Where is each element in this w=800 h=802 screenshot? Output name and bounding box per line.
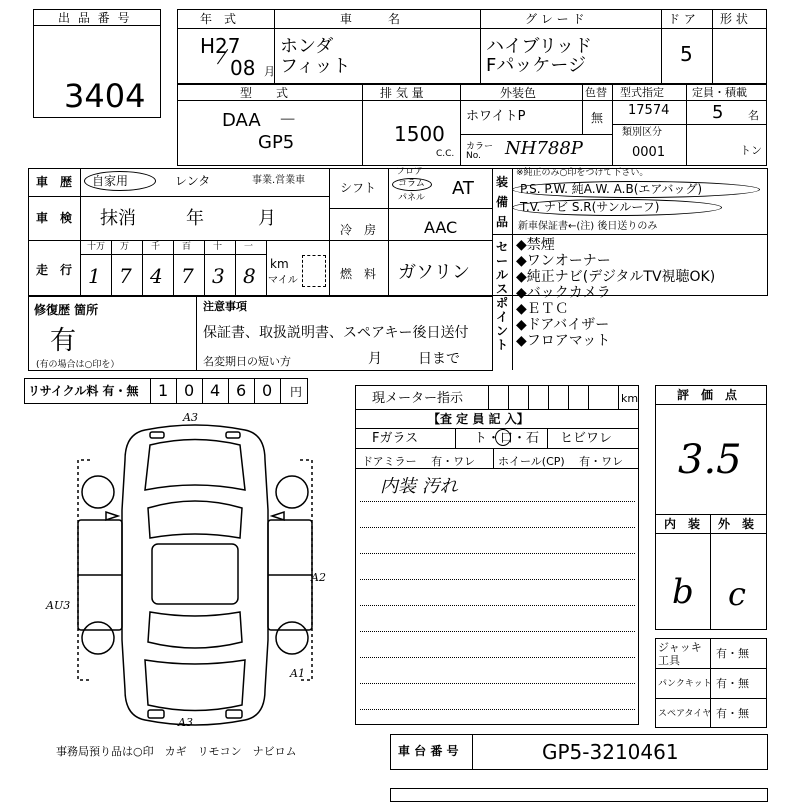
meter-label: 現メーター指示 xyxy=(372,391,464,406)
color-no-label: カラーNo. xyxy=(466,142,494,161)
mark-right: A2 xyxy=(311,571,326,584)
recycle-digit-2: 0 xyxy=(184,381,195,400)
history-business: 事業.営業車 xyxy=(252,175,306,186)
exterior-score: c xyxy=(728,575,746,613)
digit-label-1: 一 xyxy=(244,242,254,252)
roof xyxy=(152,544,238,604)
sales-point-1: ◆禁煙 xyxy=(516,237,555,253)
hood-outline xyxy=(145,440,245,491)
windshield xyxy=(148,501,242,538)
wheel-rear-left xyxy=(82,622,114,654)
colorchange-value: 無 xyxy=(591,111,604,125)
lot-header: 出 品 番 号 xyxy=(58,11,132,25)
equip-row2: T.V. ナビ S.R(サンルーフ) xyxy=(520,200,660,214)
recycle-digit-3: 4 xyxy=(210,381,221,400)
mileage-digit-2: 7 xyxy=(119,264,132,288)
month-unit: 月 xyxy=(264,65,275,78)
chassis-value: GP5-3210461 xyxy=(542,740,679,764)
sales-point-2: ◆ワンオーナー xyxy=(516,253,611,269)
car-body-outline xyxy=(122,425,268,725)
shift-panel: パネル xyxy=(398,193,426,203)
mileage-digit-4: 7 xyxy=(181,264,194,288)
interior-score: b xyxy=(672,572,694,612)
sales-point-7: ◆フロアマット xyxy=(516,333,611,349)
equip-row3: 新車保証書←(注) 後日送りのみ xyxy=(518,221,658,232)
mile-box xyxy=(302,255,326,287)
mirror-label: ドアミラー 有・ワレ xyxy=(362,455,476,468)
disp-header: 排 気 量 xyxy=(380,86,424,100)
mark-bottom: A3 xyxy=(178,716,193,729)
history-label: 車 歴 xyxy=(36,175,73,189)
lot-number: 3404 xyxy=(64,77,146,115)
shift-label: シフト xyxy=(340,181,377,195)
repair-note: (有の場合は○印を） xyxy=(36,360,120,370)
name-header: 車 名 xyxy=(340,12,401,26)
repair-label: 修復歴 箇所 xyxy=(34,303,99,317)
recycle-digit-1: 1 xyxy=(158,381,169,400)
digit-label-100k: 十万 xyxy=(87,242,106,252)
inspection-value: 抹消 xyxy=(100,208,136,229)
digit-label-10: 十 xyxy=(213,242,223,252)
sales-point-4: ◆バックカメラ xyxy=(516,285,611,301)
chassis-label: 車 台 番 号 xyxy=(398,744,459,758)
mark-top: A3 xyxy=(183,411,198,424)
doors-value: 5 xyxy=(680,42,693,66)
shift-column: コラム xyxy=(398,179,425,189)
grade-header: グ レ ー ド xyxy=(525,12,585,26)
interior-label: 内 装 xyxy=(664,517,701,531)
recycle-digit-4: 6 xyxy=(236,381,247,400)
ac-value: AAC xyxy=(424,218,458,237)
recycle-label: リサイクル料 有・無 xyxy=(28,384,139,398)
grade-line2: Fパッケージ xyxy=(486,55,586,76)
maker-value: ホンダ xyxy=(280,36,334,57)
equip-label: 装備品 xyxy=(496,175,509,229)
year-value: H27 xyxy=(200,34,241,58)
mark-left: AU3 xyxy=(46,599,71,612)
inspection-month-unit: 月 xyxy=(258,208,276,229)
grade-line1: ハイブリッド xyxy=(486,36,593,57)
fuel-value: ガソリン xyxy=(398,262,470,283)
recycle-unit: 円 xyxy=(290,385,303,399)
capacity-unit: 名 xyxy=(748,109,759,122)
score-label: 評 価 点 xyxy=(677,388,738,402)
shift-floor: フロア xyxy=(396,167,424,177)
year-header: 年 式 xyxy=(200,12,237,26)
meter-unit: km xyxy=(621,392,639,405)
notes-text: 保証書、取扱説明書、スペアキー後日送付 xyxy=(203,325,469,341)
doors-header: ド ア xyxy=(668,12,696,26)
sales-label: セールスポイント xyxy=(496,240,509,352)
glass-opts: ト・口・石 xyxy=(474,431,540,446)
class-header: 類別区分 xyxy=(622,127,662,138)
notes-title: 【査 定 員 記 入】 xyxy=(428,412,529,426)
type-line2: GP5 xyxy=(258,132,295,153)
glass-label: Fガラス xyxy=(372,431,419,446)
tailgate xyxy=(145,660,245,711)
load-unit: トン xyxy=(740,144,762,157)
spare-label: スペアタイヤ xyxy=(658,709,712,719)
type-header: 型 式 xyxy=(240,86,289,100)
inspection-label: 車 検 xyxy=(36,211,73,225)
rename-day: 日まで xyxy=(418,351,460,367)
type-line1: DAA － xyxy=(222,110,297,131)
exterior-label: 外 装 xyxy=(718,517,755,531)
disp-unit: C.C. xyxy=(436,149,455,159)
jack-opts: 有・無 xyxy=(716,647,749,660)
wheel-label: ホイール(CP) 有・ワレ xyxy=(498,455,624,468)
history-rental: レンタ xyxy=(175,174,211,188)
class-value: 0001 xyxy=(632,145,666,160)
color-value: ホワイトP xyxy=(466,109,526,124)
color-header: 外装色 xyxy=(500,86,537,100)
notes-label: 注意事項 xyxy=(203,300,247,313)
typenum-header: 型式指定 xyxy=(620,86,664,99)
mile-label: マイル xyxy=(268,275,298,286)
km-label: km xyxy=(270,257,289,271)
digit-label-100: 百 xyxy=(182,242,192,252)
shift-value: AT xyxy=(452,178,474,199)
ac-label: 冷 房 xyxy=(340,223,377,237)
recycle-digit-5: 0 xyxy=(262,381,273,400)
equip-row1: P.S. P.W. 純A.W. A.B(エアバッグ) xyxy=(520,182,703,196)
equip-note: ※純正のみ○印をつけて下さい。 xyxy=(516,168,649,178)
rear-glass xyxy=(148,612,242,648)
mileage-digit-3: 4 xyxy=(150,264,163,288)
colorchange-header: 色替 xyxy=(585,86,607,99)
digit-label-10k: 万 xyxy=(120,242,130,252)
shape-header: 形 状 xyxy=(720,12,748,26)
crack-label: ヒビワレ xyxy=(560,431,613,446)
sales-point-5: ◆ＥＴＣ xyxy=(516,301,569,317)
wheel-front-left xyxy=(82,476,114,508)
car-diagram xyxy=(70,420,330,730)
wheel-rear-right xyxy=(276,622,308,654)
disp-value: 1500 xyxy=(394,122,445,146)
mark-right-low: A1 xyxy=(290,667,305,680)
model-value: フィット xyxy=(280,56,351,77)
rename-label: 名変期日の短い方 xyxy=(203,355,291,368)
wheel-front-right xyxy=(276,476,308,508)
mileage-digit-1: 1 xyxy=(88,264,101,288)
inspection-year-unit: 年 xyxy=(186,208,204,229)
mileage-digit-6: 8 xyxy=(243,264,256,288)
history-private: 自家用 xyxy=(92,174,129,188)
office-note: 事務局預り品は○印 カギ リモコン ナビロム xyxy=(56,745,297,758)
puncture-opts: 有・無 xyxy=(716,677,749,690)
mileage-digit-5: 3 xyxy=(212,264,225,288)
fuel-label: 燃 料 xyxy=(340,267,377,281)
color-no-value: NH788P xyxy=(505,138,583,159)
capacity-value: 5 xyxy=(712,102,724,123)
puncture-label: パンクキット xyxy=(658,679,712,689)
digit-label-1k: 千 xyxy=(151,242,161,252)
sales-point-6: ◆ドアバイザー xyxy=(516,317,610,333)
handwritten-note: 内装 汚れ xyxy=(380,476,458,497)
typenum-value: 17574 xyxy=(628,103,670,118)
spare-opts: 有・無 xyxy=(716,707,749,720)
repair-value: 有 xyxy=(50,326,77,356)
score-value: 3.5 xyxy=(678,437,742,483)
jack-label: ジャッキ 工具 xyxy=(658,641,702,667)
month-value: 08 xyxy=(230,56,256,80)
sales-point-3: ◆純正ナビ(デジタルTV視聴OK) xyxy=(516,269,716,285)
mileage-label: 走 行 xyxy=(36,263,73,277)
rename-month: 月 xyxy=(368,351,382,367)
capacity-header: 定員・積載 xyxy=(692,86,747,99)
